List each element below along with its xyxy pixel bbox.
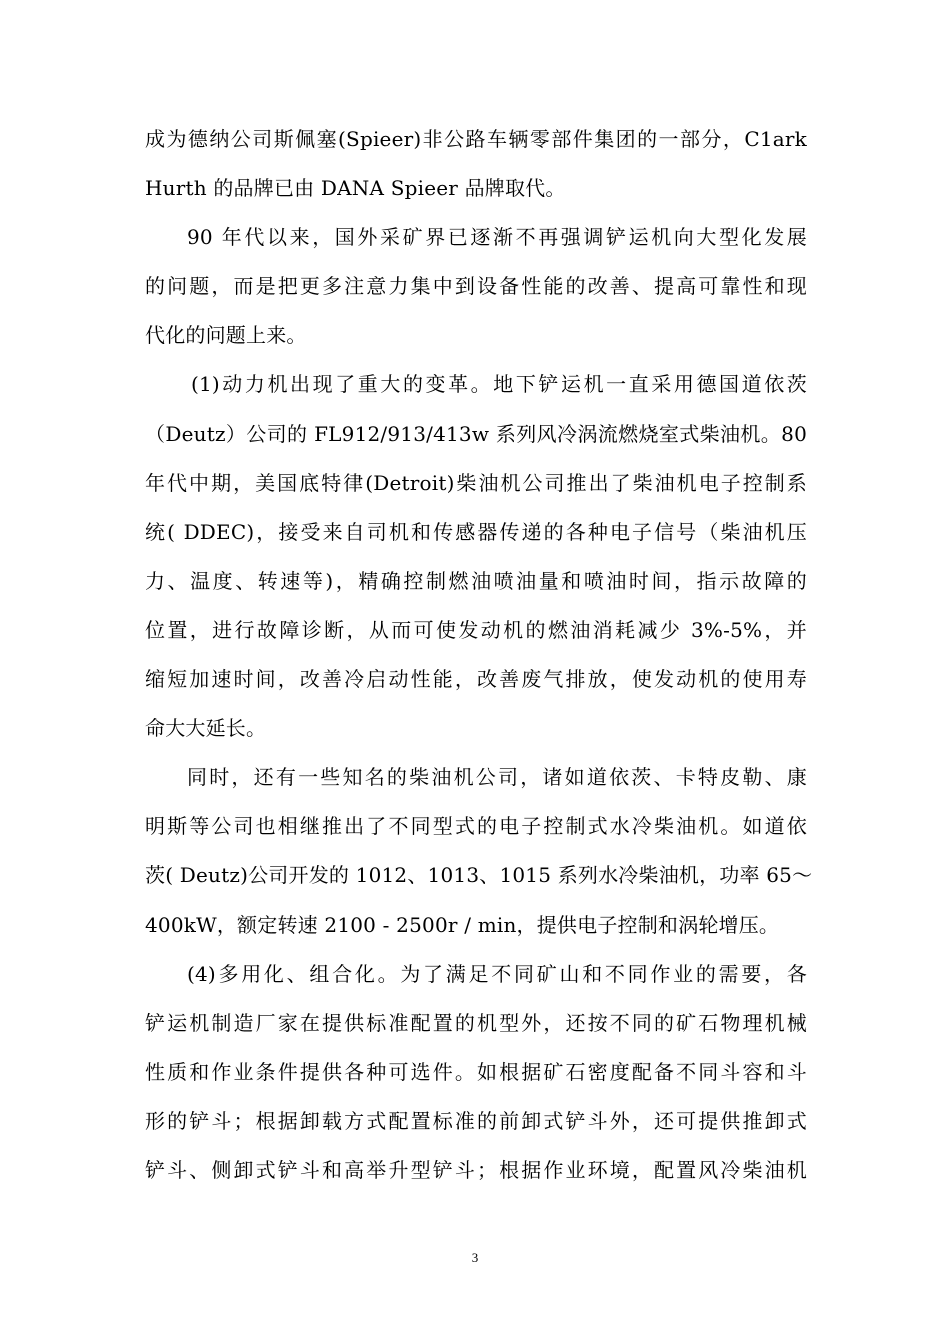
text-line: 缩短加速时间，改善冷启动性能，改善废气排放，使发动机的使用寿 (145, 667, 807, 692)
text-line: 统( DDEC)，接受来自司机和传感器传递的各种电子信号（柴油机压 (145, 519, 807, 544)
text-line: 茨( Deutz)公司开发的 1012、1013、1015 系列水冷柴油机，功率 65～ (145, 863, 813, 888)
text-line: 代化的问题上来。 (145, 323, 307, 348)
text-line: 成为德纳公司斯佩塞(Spieer)非公路车辆零部件集团的一部分，C1ark (145, 127, 807, 151)
text-line: 400kW，额定转速 2100 - 2500r / min，提供电子控制和涡轮增压。 (145, 912, 780, 937)
page-number: 3 (471, 1250, 479, 1265)
text-line: 同时，还有一些知名的柴油机公司，诸如道依茨、卡特皮勒、康 (187, 765, 807, 790)
text-line: 明斯等公司也相继推出了不同型式的电子控制式水冷柴油机。如道依 (145, 814, 807, 839)
text-line: Hurth 的品牌已由 DANA Spieer 品牌取代。 (145, 176, 566, 201)
text-line: 铲斗、侧卸式铲斗和高举升型铲斗；根据作业环境，配置风冷柴油机 (145, 1157, 807, 1182)
text-line: 力、温度、转速等)，精确控制燃油喷油量和喷油时间，指示故障的 (145, 568, 807, 593)
text-line: (1)动力机出现了重大的变革。地下铲运机一直采用德国道依茨 (191, 372, 807, 397)
text-line: （Deutz）公司的 FL912/913/413w 系列风冷涡流燃烧室式柴油机。80 (145, 421, 807, 446)
text-line: 位置，进行故障诊断，从而可使发动机的燃油消耗减少 3%-5%，并 (145, 617, 807, 642)
text-line: 铲运机制造厂家在提供标准配置的机型外，还按不同的矿石物理机械 (145, 1010, 807, 1035)
text-line: 年代中期，美国底特律(Detroit)柴油机公司推出了柴油机电子控制系 (145, 470, 807, 495)
text-line: 形的铲斗；根据卸载方式配置标准的前卸式铲斗外，还可提供推卸式 (145, 1108, 807, 1133)
text-line: 的问题，而是把更多注意力集中到设备性能的改善、提高可靠性和现 (145, 274, 807, 299)
text-line: 90 年代以来，国外采矿界已逐渐不再强调铲运机向大型化发展 (187, 225, 807, 250)
text-line: 命大大延长。 (145, 716, 267, 741)
text-line: (4)多用化、组合化。为了满足不同矿山和不同作业的需要，各 (187, 961, 807, 986)
text-line: 性质和作业条件提供各种可选件。如根据矿石密度配备不同斗容和斗 (145, 1059, 807, 1084)
body-text (145, 115, 813, 1195)
